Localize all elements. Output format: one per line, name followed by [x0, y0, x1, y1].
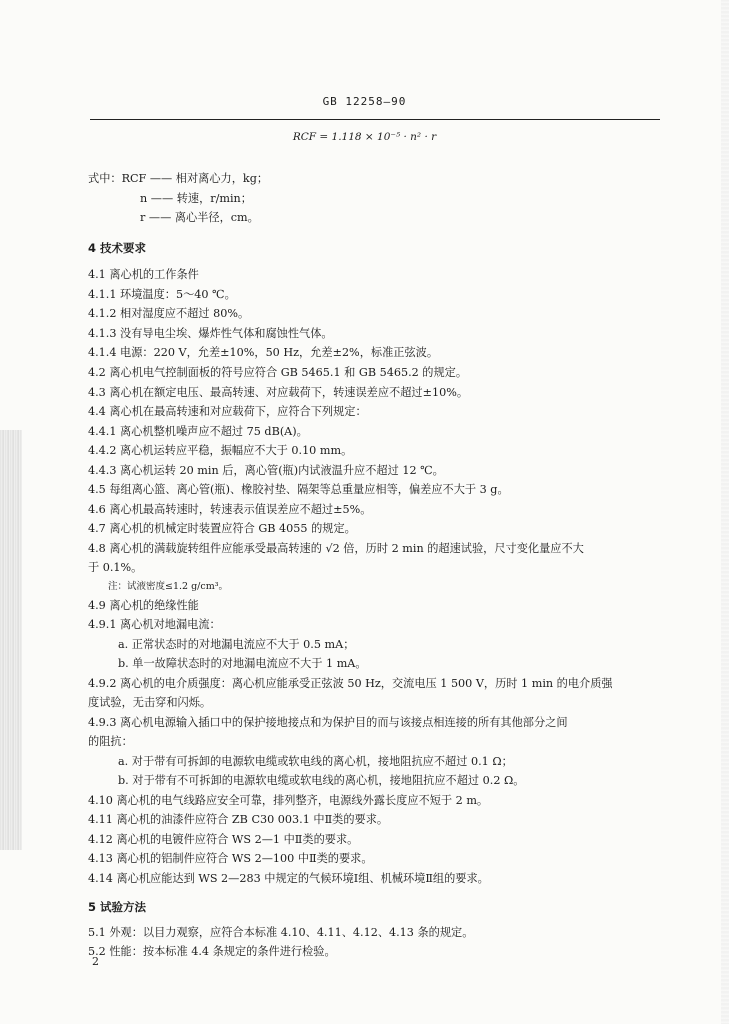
clause: 4.9.2 离心机的电介质强度：离心机应能承受正弦波 50 Hz，交流电压 1 500 V，历时 1 min 的电介质强 — [88, 677, 613, 690]
rcf-formula: RCF = 1.118 × 10⁻⁵ · n² · r — [292, 131, 437, 143]
where-line: n —— 转速，r/min； — [140, 192, 252, 205]
clause: 4.8 离心机的满载旋转组件应能承受最高转速的 √2 倍，历时 2 min 的超速试验，尺寸变化量应不大 — [88, 542, 584, 555]
list-item: b. 单一故障状态时的对地漏电流应不大于 1 mA。 — [118, 657, 367, 670]
clause: 4.9.3 离心机电源输入插口中的保护接地接点和为保护目的而与该接点相连接的所有其他部分之间 — [88, 716, 568, 729]
clause: 4.13 离心机的铝制件应符合 WS 2—100 中Ⅱ类的要求。 — [88, 852, 373, 865]
clause: 4.4.2 离心机运转应平稳，振幅应不大于 0.10 mm。 — [88, 444, 353, 457]
section-heading: 5 试验方法 — [88, 900, 147, 914]
clause: 5.2 性能：按本标准 4.4 条规定的条件进行检验。 — [88, 945, 336, 958]
clause: 4.12 离心机的电镀件应符合 WS 2—1 中Ⅱ类的要求。 — [88, 833, 359, 846]
header-rule — [90, 119, 660, 120]
clause-continuation: 的阻抗： — [88, 735, 133, 748]
clause: 4.1 离心机的工作条件 — [88, 268, 199, 281]
clause: 4.9 离心机的绝缘性能 — [88, 599, 199, 612]
clause: 4.5 每组离心篮、离心管(瓶)、橡胶衬垫、隔架等总重量应相等，偏差应不大于 3 g。 — [88, 483, 509, 496]
clause-continuation: 度试验，无击穿和闪烁。 — [88, 696, 212, 709]
where-line: r —— 离心半径，cm。 — [140, 211, 259, 224]
clause: 4.4.1 离心机整机噪声应不超过 75 dB(A)。 — [88, 425, 308, 438]
note: 注：试液密度≤1.2 g/cm³。 — [108, 581, 229, 592]
clause: 4.6 离心机最高转速时，转速表示值误差应不超过±5%。 — [88, 503, 372, 516]
clause: 4.4 离心机在最高转速和对应载荷下，应符合下列规定： — [88, 405, 367, 418]
clause: 5.1 外观：以目力观察，应符合本标准 4.10、4.11、4.12、4.13 条的规定。 — [88, 926, 474, 939]
clause: 4.11 离心机的油漆件应符合 ZB C30 003.1 中Ⅱ类的要求。 — [88, 813, 389, 826]
clause: 4.10 离心机的电气线路应安全可靠，排列整齐，电源线外露长度应不短于 2 m。 — [88, 794, 489, 807]
list-item: a. 正常状态时的对地漏电流应不大于 0.5 mA； — [118, 638, 355, 651]
clause: 4.1.2 相对湿度应不超过 80%。 — [88, 307, 250, 320]
clause-continuation: 于 0.1%。 — [88, 561, 143, 574]
clause: 4.3 离心机在额定电压、最高转速、对应载荷下，转速误差应不超过±10%。 — [88, 386, 469, 399]
clause: 4.1.4 电源：220 V，允差±10%，50 Hz，允差±2%，标准正弦波。 — [88, 346, 439, 359]
running-header: GB 12258—90 — [322, 95, 407, 108]
list-item: a. 对于带有可拆卸的电源软电缆或软电线的离心机，接地阻抗应不超过 0.1 Ω； — [118, 755, 513, 768]
section-heading: 4 技术要求 — [88, 241, 147, 255]
clause: 4.14 离心机应能达到 WS 2—283 中规定的气候环境Ⅰ组、机械环境Ⅱ组的要求。 — [88, 872, 489, 885]
clause: 4.1.1 环境温度：5～40 ℃。 — [88, 288, 236, 301]
clause: 4.7 离心机的机械定时装置应符合 GB 4055 的规定。 — [88, 522, 356, 535]
page-number: 2 — [92, 955, 99, 968]
scan-noise-right — [721, 0, 729, 1024]
list-item: b. 对于带有不可拆卸的电源软电缆或软电线的离心机，接地阻抗应不超过 0.2 Ω。 — [118, 774, 525, 787]
clause: 4.9.1 离心机对地漏电流： — [88, 618, 221, 631]
clause: 4.2 离心机电气控制面板的符号应符合 GB 5465.1 和 GB 5465.2 的规定。 — [88, 366, 468, 379]
clause: 4.1.3 没有导电尘埃、爆炸性气体和腐蚀性气体。 — [88, 327, 333, 340]
where-line: 式中：RCF —— 相对离心力，kg； — [88, 172, 269, 185]
scan-noise-left — [0, 430, 22, 850]
clause: 4.4.3 离心机运转 20 min 后，离心管(瓶)内试液温升应不超过 12 ℃。 — [88, 464, 444, 477]
